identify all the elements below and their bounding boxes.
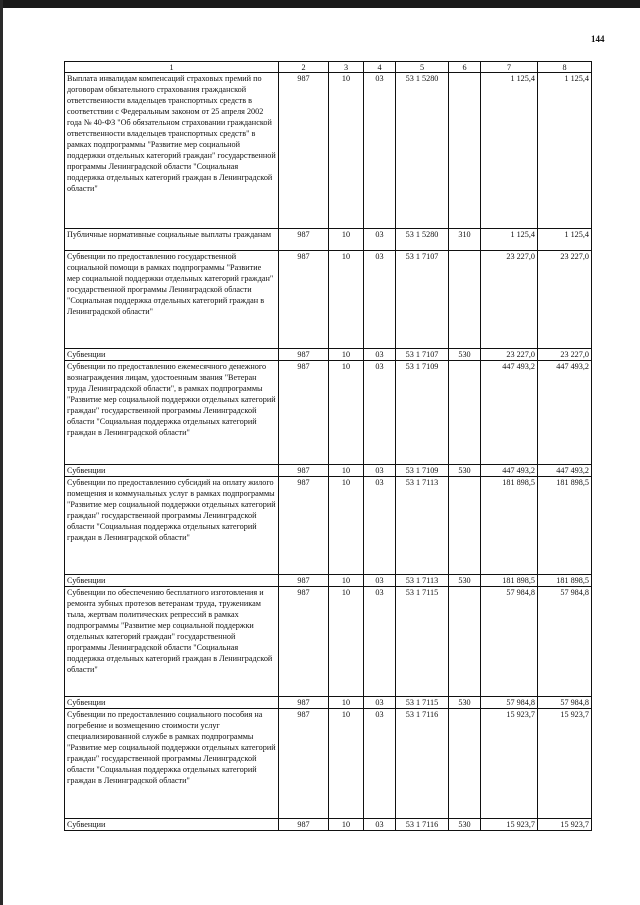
subsection-code: 03 bbox=[364, 229, 396, 251]
subsection-code: 03 bbox=[364, 477, 396, 575]
subsection-code: 03 bbox=[364, 587, 396, 697]
row-description: Публичные нормативные социальные выплаты гражданам bbox=[65, 229, 279, 251]
table-row bbox=[65, 587, 592, 697]
expense-type: 530 bbox=[449, 819, 481, 831]
section-code: 10 bbox=[329, 697, 364, 709]
row-description: Субвенции по обеспечению бесплатного изготовления и ремонта зубных протезов ветеранам труда, труженикам тыла, жертвам политических репрессий в рамках подпрограммы "Развитие мер социальной поддержки отдельных категорий граждан" государственной программы Ленинградской области "Социальная поддержка отдельных категорий граждан в Ленинградской области" bbox=[65, 587, 279, 697]
admin-code: 987 bbox=[279, 819, 329, 831]
expense-type: 310 bbox=[449, 229, 481, 251]
row-description: Субвенции по предоставлению социального пособия на погребение и возмещению стоимости услуг специализированной службе в рамках подпрограммы "Развитие мер социальной поддержки отдельных категорий граждан" государственной программы Ленинградской области "Социальная поддержка отдельных категорий граждан в Ленинградской области" bbox=[65, 709, 279, 819]
target-article: 53 1 7107 bbox=[396, 251, 449, 349]
section-code: 10 bbox=[329, 819, 364, 831]
subsection-code: 03 bbox=[364, 73, 396, 229]
amount-col7: 447 493,2 bbox=[481, 465, 538, 477]
expense-type bbox=[449, 361, 481, 465]
header-row bbox=[65, 62, 592, 73]
expense-type bbox=[449, 709, 481, 819]
subsection-code: 03 bbox=[364, 575, 396, 587]
row-description: Субвенции по предоставлению ежемесячного денежного вознаграждения лицам, удостоенным звания "Ветеран труда Ленинградской области", в рамках подпрограммы "Развитие мер социальной поддержки отдельных категорий граждан" государственной программы Ленинградской области "Социальная поддержка отдельных категорий граждан в Ленинградской области" bbox=[65, 361, 279, 465]
row-description: Субвенции bbox=[65, 465, 279, 477]
amount-col8: 181 898,5 bbox=[538, 477, 592, 575]
table-row bbox=[65, 709, 592, 819]
table-row bbox=[65, 575, 592, 587]
amount-col7: 15 923,7 bbox=[481, 819, 538, 831]
amount-col8: 23 227,0 bbox=[538, 349, 592, 361]
subsection-code: 03 bbox=[364, 349, 396, 361]
target-article: 53 1 7113 bbox=[396, 477, 449, 575]
amount-col8: 15 923,7 bbox=[538, 819, 592, 831]
amount-col8: 447 493,2 bbox=[538, 465, 592, 477]
scan-top-border bbox=[0, 0, 640, 8]
row-description: Субвенции по предоставлению субсидий на оплату жилого помещения и коммунальных услуг в рамках подпрограммы "Развитие мер социальной поддержки отдельных категорий граждан" государственной программы Ленинградской области "Социальная поддержка отдельных категорий граждан в Ленинградской области" bbox=[65, 477, 279, 575]
admin-code: 987 bbox=[279, 349, 329, 361]
target-article: 53 1 7116 bbox=[396, 819, 449, 831]
section-code: 10 bbox=[329, 465, 364, 477]
admin-code: 987 bbox=[279, 587, 329, 697]
subsection-code: 03 bbox=[364, 361, 396, 465]
table-row bbox=[65, 349, 592, 361]
table-row bbox=[65, 819, 592, 831]
section-code: 10 bbox=[329, 709, 364, 819]
expense-type bbox=[449, 587, 481, 697]
amount-col7: 57 984,8 bbox=[481, 587, 538, 697]
subsection-code: 03 bbox=[364, 697, 396, 709]
table-row bbox=[65, 477, 592, 575]
budget-table bbox=[64, 61, 592, 831]
amount-col8: 23 227,0 bbox=[538, 251, 592, 349]
subsection-code: 03 bbox=[364, 819, 396, 831]
section-code: 10 bbox=[329, 587, 364, 697]
expense-type bbox=[449, 73, 481, 229]
subsection-code: 03 bbox=[364, 465, 396, 477]
row-description: Субвенции bbox=[65, 575, 279, 587]
target-article: 53 1 7116 bbox=[396, 709, 449, 819]
header-cell: 4 bbox=[364, 62, 396, 73]
amount-col8: 57 984,8 bbox=[538, 587, 592, 697]
amount-col7: 447 493,2 bbox=[481, 361, 538, 465]
expense-type bbox=[449, 251, 481, 349]
admin-code: 987 bbox=[279, 229, 329, 251]
amount-col7: 1 125,4 bbox=[481, 229, 538, 251]
expense-type bbox=[449, 477, 481, 575]
subsection-code: 03 bbox=[364, 251, 396, 349]
admin-code: 987 bbox=[279, 697, 329, 709]
admin-code: 987 bbox=[279, 465, 329, 477]
row-description: Субвенции по предоставлению государственной социальной помощи в рамках подпрограммы "Развитие мер социальной поддержки отдельных категорий граждан" государственной программы Ленинградской области "Социальная поддержка отдельных категорий граждан в Ленинградской области" bbox=[65, 251, 279, 349]
expense-type: 530 bbox=[449, 465, 481, 477]
row-description: Субвенции bbox=[65, 819, 279, 831]
admin-code: 987 bbox=[279, 361, 329, 465]
subsection-code: 03 bbox=[364, 709, 396, 819]
row-description: Субвенции bbox=[65, 349, 279, 361]
header-cell: 5 bbox=[396, 62, 449, 73]
section-code: 10 bbox=[329, 575, 364, 587]
admin-code: 987 bbox=[279, 251, 329, 349]
section-code: 10 bbox=[329, 251, 364, 349]
row-description: Субвенции bbox=[65, 697, 279, 709]
target-article: 53 1 5280 bbox=[396, 73, 449, 229]
amount-col7: 23 227,0 bbox=[481, 251, 538, 349]
section-code: 10 bbox=[329, 477, 364, 575]
target-article: 53 1 7115 bbox=[396, 587, 449, 697]
amount-col7: 57 984,8 bbox=[481, 697, 538, 709]
target-article: 53 1 7109 bbox=[396, 361, 449, 465]
target-article: 53 1 5280 bbox=[396, 229, 449, 251]
target-article: 53 1 7107 bbox=[396, 349, 449, 361]
header-cell: 2 bbox=[279, 62, 329, 73]
section-code: 10 bbox=[329, 349, 364, 361]
table-row bbox=[65, 251, 592, 349]
amount-col8: 447 493,2 bbox=[538, 361, 592, 465]
admin-code: 987 bbox=[279, 709, 329, 819]
amount-col8: 57 984,8 bbox=[538, 697, 592, 709]
admin-code: 987 bbox=[279, 73, 329, 229]
amount-col7: 181 898,5 bbox=[481, 477, 538, 575]
table-row bbox=[65, 361, 592, 465]
target-article: 53 1 7115 bbox=[396, 697, 449, 709]
amount-col8: 181 898,5 bbox=[538, 575, 592, 587]
expense-type: 530 bbox=[449, 575, 481, 587]
header-cell: 1 bbox=[65, 62, 279, 73]
scan-left-border bbox=[0, 0, 3, 905]
amount-col7: 1 125,4 bbox=[481, 73, 538, 229]
section-code: 10 bbox=[329, 73, 364, 229]
table-row bbox=[65, 697, 592, 709]
table-row bbox=[65, 465, 592, 477]
section-code: 10 bbox=[329, 361, 364, 465]
header-cell: 7 bbox=[481, 62, 538, 73]
amount-col7: 181 898,5 bbox=[481, 575, 538, 587]
admin-code: 987 bbox=[279, 575, 329, 587]
row-description: Выплата инвалидам компенсаций страховых премий по договорам обязательного страхования гражданской ответственности владельцев транспортных средств в соответствии с Федеральным законом от 25 апреля 2002 года № 40-ФЗ "Об обязательном страховании гражданской ответственности владельцев транспортных средств" в рамках подпрограммы "Развитие мер социальной поддержки отдельных категорий граждан" государственной программы Ленинградской области "Социальная поддержка отдельных категорий граждан в Ленинградской области" bbox=[65, 73, 279, 229]
target-article: 53 1 7109 bbox=[396, 465, 449, 477]
amount-col8: 1 125,4 bbox=[538, 229, 592, 251]
target-article: 53 1 7113 bbox=[396, 575, 449, 587]
header-cell: 8 bbox=[538, 62, 592, 73]
amount-col7: 23 227,0 bbox=[481, 349, 538, 361]
header-cell: 6 bbox=[449, 62, 481, 73]
page-number: 144 bbox=[591, 34, 605, 44]
admin-code: 987 bbox=[279, 477, 329, 575]
expense-type: 530 bbox=[449, 349, 481, 361]
header-cell: 3 bbox=[329, 62, 364, 73]
section-code: 10 bbox=[329, 229, 364, 251]
table-row bbox=[65, 73, 592, 229]
amount-col7: 15 923,7 bbox=[481, 709, 538, 819]
expense-type: 530 bbox=[449, 697, 481, 709]
amount-col8: 15 923,7 bbox=[538, 709, 592, 819]
amount-col8: 1 125,4 bbox=[538, 73, 592, 229]
table-row bbox=[65, 229, 592, 251]
